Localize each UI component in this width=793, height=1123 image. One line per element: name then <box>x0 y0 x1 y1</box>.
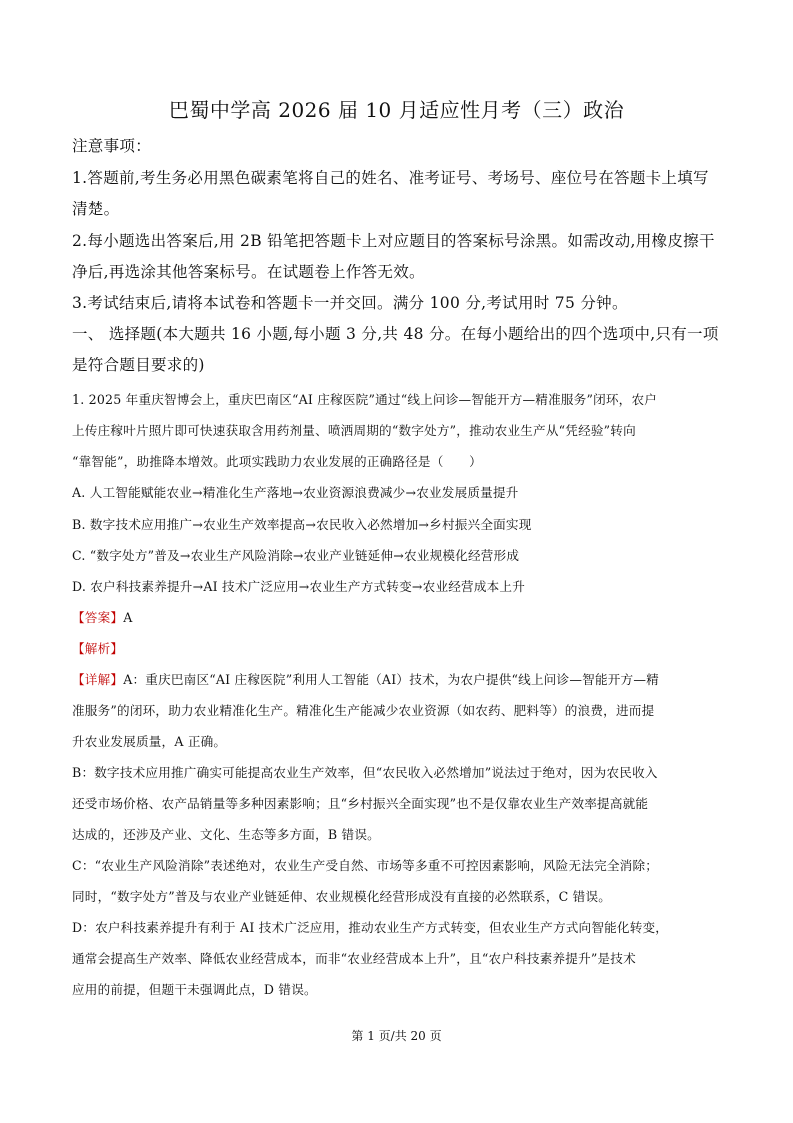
option-d: D. 农户科技素养提升→AI 技术广泛应用→农业生产方式转变→农业经营成本上升 <box>72 579 525 594</box>
detail-a-line-2: 准服务”的闭环，助力农业精准化生产。精准化生产能减少农业资源（如农药、肥料等）的浪费，进而提 <box>72 703 655 718</box>
question-1-stem-line-1: 1. 2025 年重庆智博会上，重庆巴南区“AI 庄稼医院”通过“线上问诊—智能开方—精准服务”闭环，农户 <box>72 392 658 407</box>
notice-item-2-line-2: 净后,再选涂其他答案标号。在试题卷上作答无效。 <box>72 263 425 281</box>
detail-a-line-1 <box>72 669 722 688</box>
analysis-label: 【解析】 <box>72 641 124 656</box>
answer-line <box>72 607 722 626</box>
detail-c-line-1: C：“农业生产风险消除”表述绝对，农业生产受自然、市场等多重不可控因素影响，风险无法完全消除； <box>72 858 659 873</box>
answer-value: A <box>123 610 133 625</box>
detail-b-line-3: 达成的，还涉及产业、文化、生态等多方面，B 错误。 <box>72 827 380 842</box>
notice-item-1-line-1: 1.答题前,考生务必用黑色碳素笔将自己的姓名、准考证号、考场号、座位号在答题卡上填写 <box>72 169 709 187</box>
detail-b-line-1: B：数字技术应用推广确实可能提高农业生产效率，但“农民收入必然增加”说法过于绝对，因为农民收入 <box>72 765 658 780</box>
page-title: 巴蜀中学高 2026 届 10 月适应性月考（三）政治 <box>168 98 625 122</box>
detail-d-line-3: 应用的前提，但题干未强调此点，D 错误。 <box>72 982 317 997</box>
option-c: C. “数字处方”普及→农业生产风险消除→农业产业链延伸→农业规模化经营形成 <box>72 548 520 563</box>
detail-label: 【详解】 <box>72 672 124 687</box>
option-b: B. 数字技术应用推广→农业生产效率提高→农民收入必然增加→乡村振兴全面实现 <box>72 517 532 532</box>
notice-item-1-line-2: 清楚。 <box>72 200 120 218</box>
detail-b-line-2: 还受市场价格、农产品销量等多种因素影响；且“乡村振兴全面实现”也不是仅靠农业生产效率提高就能 <box>72 796 649 811</box>
notice-item-2-line-1: 2.每小题选出答案后,用 2B 铅笔把答题卡上对应题目的答案标号涂黑。如需改动,用橡皮擦干 <box>72 232 715 250</box>
option-a: A. 人工智能赋能农业→精准化生产落地→农业资源浪费减少→农业发展质量提升 <box>72 485 519 500</box>
detail-d-line-2: 通常会提高生产效率、降低农业经营成本，而非“农业经营成本上升”，且“农户科技素养提升”是技术 <box>72 951 636 966</box>
notice-heading: 注意事项： <box>72 137 152 155</box>
notice-item-3: 3.考试结束后,请将本试卷和答题卡一并交回。满分 100 分,考试用时 75 分钟。 <box>72 294 628 312</box>
detail-d-line-1: D：农户科技素养提升有利于 AI 技术广泛应用，推动农业生产方式转变，但农业生产方式向智能化转变， <box>72 920 669 935</box>
detail-c-line-2: 同时，“数字处方”普及与农业产业链延伸、农业规模化经营形成没有直接的必然联系，C 错误。 <box>72 889 612 904</box>
question-1-stem-line-3: “靠智能”，助推降本增效。此项实践助力农业发展的正确路径是（ ） <box>72 454 482 469</box>
section-heading-line-1: 一、 选择题(本大题共 16 小题,每小题 3 分,共 48 分。在每小题给出的四个选项中,只有一项 <box>72 325 719 343</box>
detail-a-text: A：重庆巴南区“AI 庄稼医院”利用人工智能（AI）技术，为农户提供“线上问诊—智能开方—精 <box>123 672 659 687</box>
answer-label: 【答案】 <box>72 610 124 625</box>
detail-a-line-3: 升农业发展质量，A 正确。 <box>72 734 227 749</box>
page-footer: 第 1 页/共 20 页 <box>351 1029 442 1043</box>
question-1-stem-line-2: 上传庄稼叶片照片即可快速获取含用药剂量、喷洒周期的“数字处方”，推动农业生产从“凭经验”转向 <box>72 423 636 438</box>
section-heading-line-2: 是符合题目要求的) <box>72 356 205 374</box>
